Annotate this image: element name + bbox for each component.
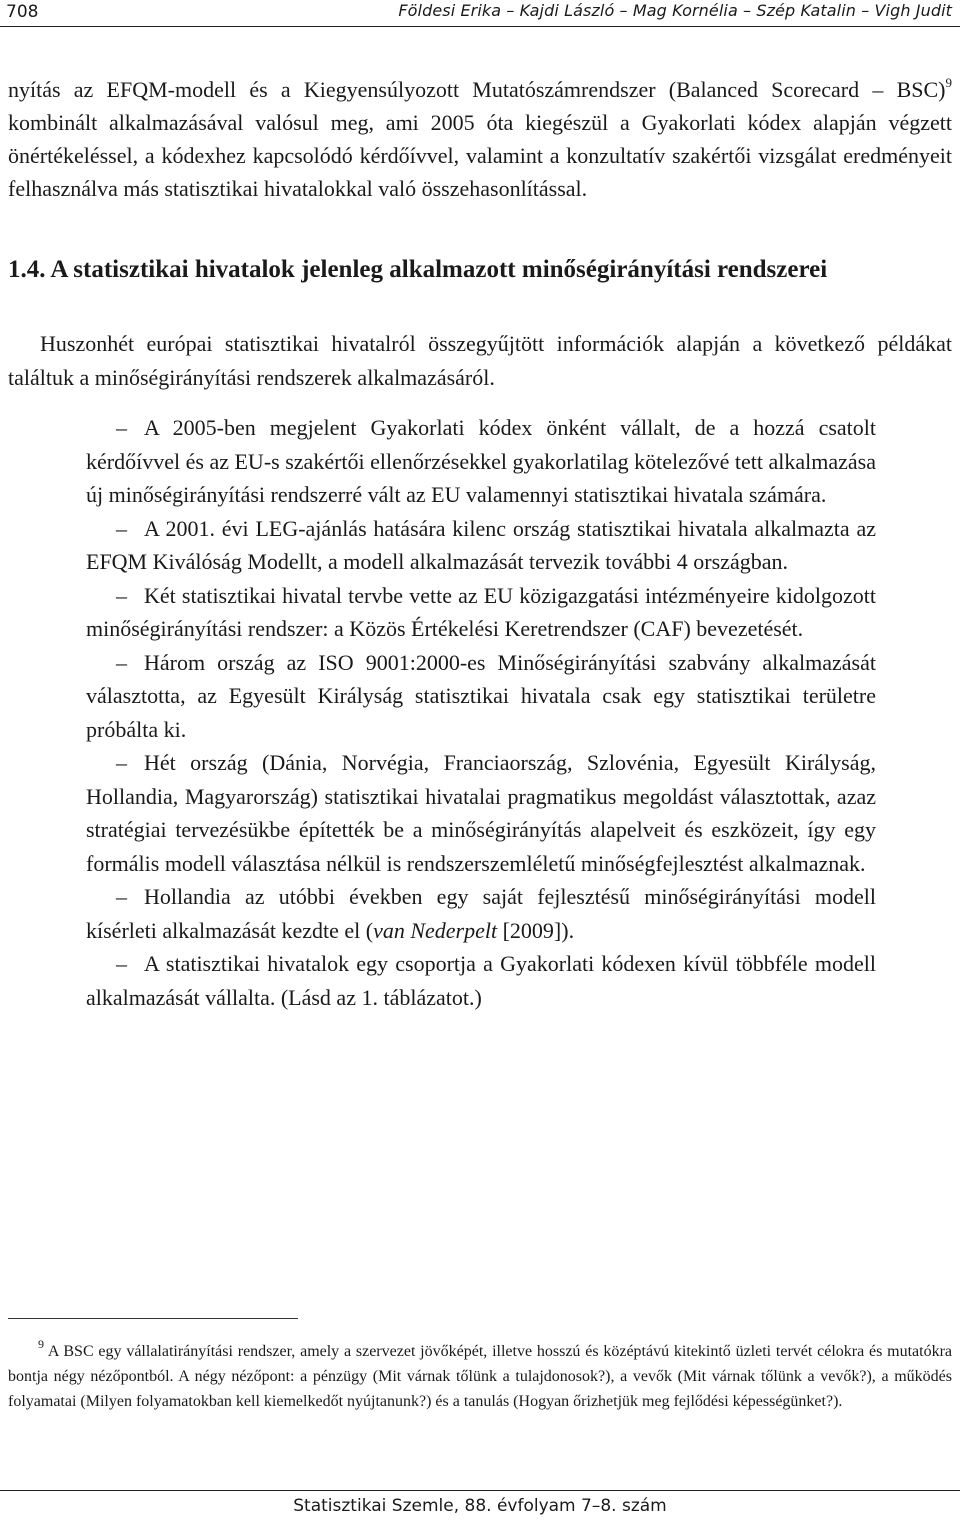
footnote-number: 9 <box>38 1337 44 1351</box>
intro-paragraph <box>8 73 952 205</box>
list-item <box>86 512 876 579</box>
list-item-text: Három ország az ISO 9001:2000-es Minőségirányítási szabvány alkalmazását választotta, az Egyesült Királyság statisztikai hivatala csak egy statisztikai területre próbálta ki. <box>86 649 876 742</box>
dash-bullet: – <box>116 582 127 608</box>
dash-bullet: – <box>116 750 127 775</box>
intro-text-part2: kombinált alkalmazásával valósul meg, ami 2005 óta kiegészül a Gyakorlati kódex alapján végzett önértékeléssel, a kódexhez kapcsolódó kérdőívvel, valamint a konzultatív szakértői vizsgálat eredményeit felhasználva más statisztikai hivatalokkal való összehasonlítással. <box>8 110 952 201</box>
list-item-text: Hét ország (Dánia, Norvégia, Franciaország, Szlovénia, Egyesült Királyság, Hollandia, Magyarország) statisztikai hivatalai pragmatikus megoldást választottak, azaz stratégiai tervezésükbe építették be a minőségirányítás alapelveit és eszközeit, így egy formális modell választása nélkül is rendszerszemléletű minőségfejlesztést alkalmaznak. <box>86 750 876 876</box>
list-item <box>86 947 876 1014</box>
list-item-text: A 2005-ben megjelent Gyakorlati kódex önként vállalt, de a hozzá csatolt kérdőívvel és az EU-s szakértői ellenőrzésekkel gyakorlatilag kötelezővé tett alkalmazása új minőségirányítási rendszerré vált az EU valamennyi statisztikai hivatala számára. <box>86 415 876 507</box>
journal-info: Statisztikai Szemle, 88. évfolyam 7–8. szám <box>293 1496 667 1516</box>
running-footer <box>0 1490 960 1522</box>
footnote <box>8 1339 952 1414</box>
list-item <box>86 880 876 947</box>
footnote-text: A BSC egy vállalatirányítási rendszer, amely a szervezet jövőképét, illetve hosszú és középtávú kitekintő üzleti tervét célokra és mutatókra bontja négy nézőpontból. A négy nézőpont: a pénzügy (Mit várnak tőlünk a tulajdonosok?), a vevők (Mit várnak tőlünk a vevők?), a működés folyamatai (Milyen folyamatokban kell kiemelkedőt nyújtanunk?) és a tanulás (Hogyan őrizhetjük meg fejlődési képességünket?). <box>8 1343 952 1410</box>
citation-author: van Nederpelt <box>373 917 498 943</box>
list-item <box>86 411 876 512</box>
intro-text-part1: nyítás az EFQM-modell és a Kiegyensúlyozott Mutatószámrendszer (Balanced Scorecard – BSC) <box>8 77 946 102</box>
dash-bullet: – <box>116 515 127 541</box>
list-item <box>86 746 876 880</box>
dash-bullet: – <box>116 884 127 909</box>
header-authors: Földesi Erika – Kajdi László – Mag Kornélia – Szép Katalin – Vigh Judit <box>398 1 952 20</box>
section-paragraph: Huszonhét európai statisztikai hivatalról összegyűjtött információk alapján a következő példákat találtuk a minőségirányítási rendszerek alkalmazásáról. <box>8 331 952 390</box>
list-item <box>86 579 876 646</box>
findings-list <box>86 411 876 1014</box>
footnote-divider <box>8 1318 298 1319</box>
dash-bullet: – <box>116 415 127 440</box>
dash-bullet: – <box>116 951 127 976</box>
page-number: 708 <box>6 2 39 22</box>
citation-year: [2009]). <box>497 917 575 943</box>
list-item <box>86 646 876 747</box>
list-item-text: Két statisztikai hivatal tervbe vette az EU közigazgatási intézményeire kidolgozott minőségirányítási rendszer: a Közös Értékelési Keretrendszer (CAF) bevezetését. <box>86 582 876 641</box>
footnote-reference: 9 <box>945 75 952 90</box>
list-item-text: A statisztikai hivatalok egy csoportja a Gyakorlati kódexen kívül többféle modell alkalmazását vállalta. (Lásd az 1. táblázatot.) <box>86 951 876 1010</box>
list-item-text: A 2001. évi LEG-ajánlás hatására kilenc ország statisztikai hivatala alkalmazta az EFQM Kiválóság Modellt, a modell alkalmazását tervezik további 4 országban. <box>86 515 876 574</box>
list-item-text: Hollandia az utóbbi években egy saját fejlesztésű minőségirányítási modell kísérleti alkalmazását kezdte el ( <box>86 884 876 943</box>
section-heading: 1.4. A statisztikai hivatalok jelenleg alkalmazott minőségirányítási rendszerei <box>8 256 828 283</box>
running-header <box>0 0 960 27</box>
main-content <box>8 73 952 1014</box>
dash-bullet: – <box>116 649 127 675</box>
